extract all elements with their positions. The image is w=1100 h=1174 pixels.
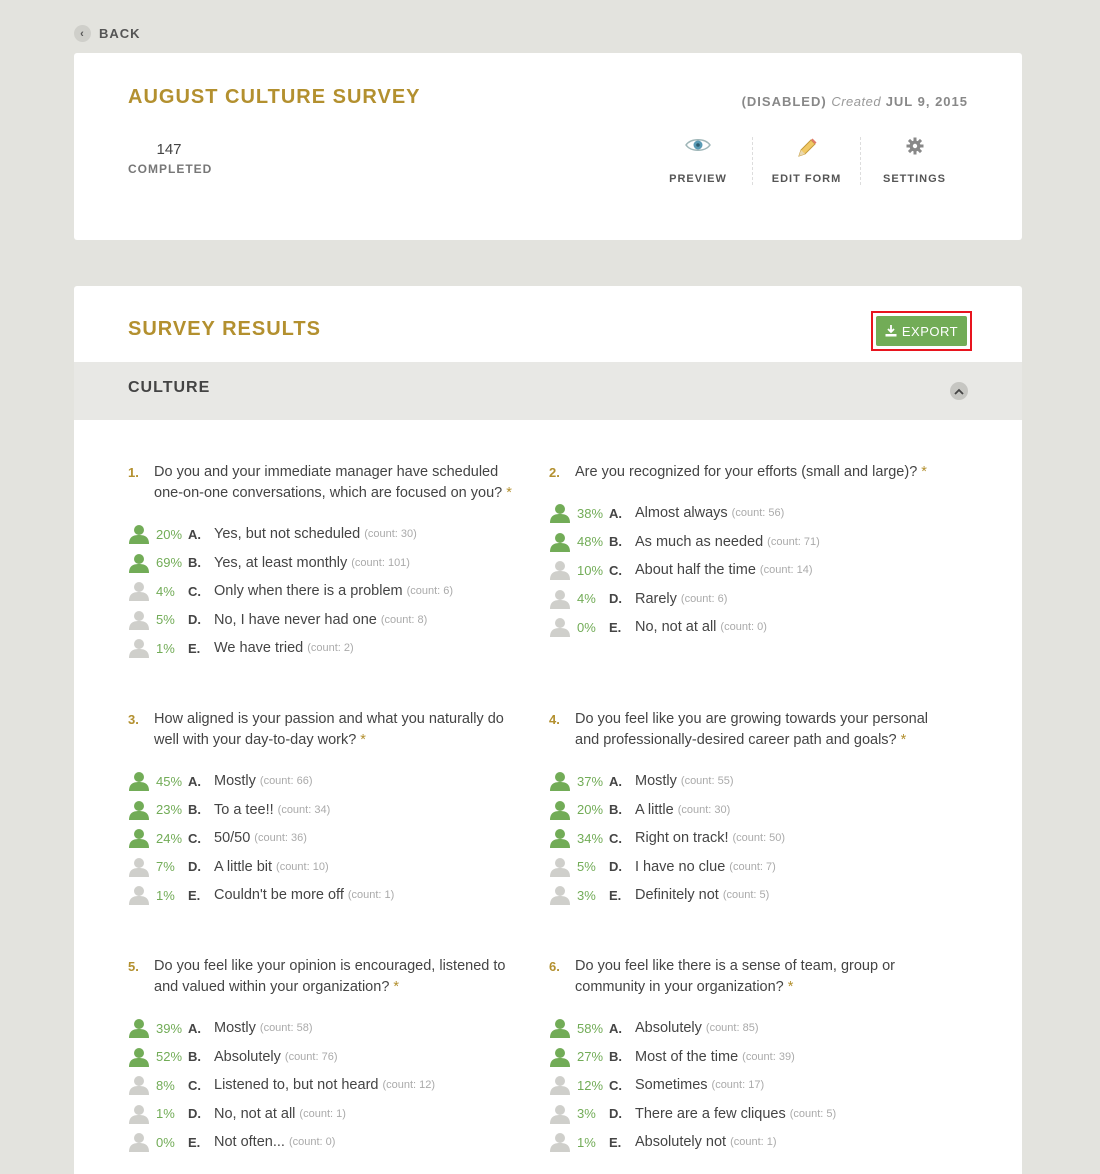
person-icon [549, 771, 571, 791]
person-icon [128, 885, 150, 905]
survey-results-card [74, 286, 1022, 1174]
answer-percent: 4% [577, 591, 596, 607]
answer-row [128, 853, 528, 882]
answer-row [549, 1071, 949, 1100]
answer-count: (count: 5) [722, 889, 770, 902]
answer-percent: 45% [156, 773, 183, 789]
gear-icon [906, 137, 924, 155]
person-icon [549, 1018, 571, 1038]
answer-percent: 27% [577, 1049, 604, 1065]
required-asterisk: * [356, 732, 366, 748]
answer-row [549, 767, 949, 796]
answer-letter: B. [188, 555, 201, 571]
answer-count: (count: 17) [711, 1079, 765, 1092]
answer-text: A little [635, 801, 674, 818]
answer-letter: E. [609, 619, 622, 635]
answer-row [549, 528, 949, 557]
answer-count: (count: 50) [732, 832, 786, 845]
question-text: Are you recognized for your efforts (small and large)? [575, 464, 918, 480]
answer-letter: E. [188, 1134, 201, 1150]
question-header [549, 956, 949, 998]
answer-percent: 39% [156, 1020, 183, 1036]
person-icon [549, 589, 571, 609]
answer-percent: 8% [156, 1077, 175, 1093]
person-icon [549, 1104, 571, 1124]
question-text: How aligned is your passion and what you naturally do well with your day-to-day work? [154, 711, 504, 748]
answer-list [128, 1014, 528, 1157]
answer-text: Couldn't be more off [214, 887, 344, 904]
answer-count: (count: 30) [677, 803, 731, 816]
question-block [128, 462, 528, 663]
section-label: CULTURE [128, 379, 211, 396]
question-number: 4. [549, 712, 560, 727]
answer-letter: C. [188, 1077, 201, 1093]
answer-count: (count: 6) [680, 592, 728, 605]
answer-row [549, 1100, 949, 1129]
answer-letter: D. [609, 591, 622, 607]
answer-letter: A. [609, 505, 622, 521]
question-text-wrap [154, 462, 528, 504]
answer-percent: 38% [577, 505, 604, 521]
answer-row [549, 613, 949, 642]
answer-text: Listened to, but not heard [214, 1077, 379, 1094]
answer-list [128, 520, 528, 663]
question-number: 5. [128, 959, 139, 974]
question-header [128, 709, 528, 751]
answer-percent: 69% [156, 555, 183, 571]
answer-letter: B. [609, 534, 622, 550]
export-label: EXPORT [901, 323, 959, 339]
answer-percent: 48% [577, 534, 604, 550]
answer-text: Right on track! [635, 830, 729, 847]
answer-row [128, 1014, 528, 1043]
answer-letter: E. [188, 640, 201, 656]
answer-row [128, 1128, 528, 1157]
answer-letter: E. [609, 887, 622, 903]
answer-row [128, 606, 528, 635]
question-text: Do you feel like your opinion is encouraged, listened to and valued within your organization? [154, 958, 506, 995]
answer-percent: 23% [156, 802, 183, 818]
question-text: Do you feel like there is a sense of team, group or community in your organization? [575, 958, 895, 995]
answer-count: (count: 12) [382, 1079, 436, 1092]
required-asterisk: * [502, 485, 512, 501]
answer-count: (count: 7) [729, 860, 776, 873]
answer-count: (count: 58) [259, 1022, 313, 1035]
answer-count: (count: 85) [705, 1022, 759, 1035]
person-icon [128, 1047, 150, 1067]
survey-title: AUGUST CULTURE SURVEY [128, 86, 421, 108]
answer-text: 50/50 [214, 830, 251, 847]
answer-percent: 3% [577, 1106, 596, 1122]
answer-count: (count: 0) [288, 1136, 336, 1149]
answer-letter: E. [609, 1134, 622, 1150]
answer-count: (count: 1) [730, 1136, 777, 1149]
answer-row [128, 577, 528, 606]
survey-header-card [74, 53, 1022, 240]
answer-letter: A. [609, 1020, 622, 1036]
answer-letter: D. [188, 612, 201, 628]
download-icon [885, 325, 897, 337]
person-icon [549, 800, 571, 820]
answer-row [128, 549, 528, 578]
answer-percent: 4% [156, 583, 175, 599]
answer-text: As much as needed [635, 533, 764, 550]
answer-text: Yes, at least monthly [214, 554, 348, 571]
answer-row [549, 585, 949, 614]
answer-percent: 5% [577, 859, 596, 875]
settings-button[interactable] [860, 137, 968, 185]
export-button[interactable] [876, 316, 967, 346]
answer-row [549, 824, 949, 853]
question-text: Do you and your immediate manager have scheduled one-on-one conversations, which are focused on you? [154, 464, 503, 501]
person-icon [128, 610, 150, 630]
answer-text: No, not at all [214, 1105, 296, 1122]
answer-letter: C. [609, 1077, 622, 1093]
question-block [549, 709, 949, 910]
answer-count: (count: 71) [767, 535, 820, 548]
person-icon [549, 1075, 571, 1095]
person-icon [128, 771, 150, 791]
person-icon [549, 617, 571, 637]
answer-row [549, 499, 949, 528]
answer-list [549, 499, 949, 642]
answer-count: (count: 101) [351, 556, 410, 569]
results-title: SURVEY RESULTS [128, 318, 321, 340]
answer-letter: D. [188, 859, 201, 875]
answer-text: A little bit [214, 858, 273, 875]
person-icon [128, 553, 150, 573]
completed-count: 147 [156, 141, 182, 158]
answer-count: (count: 30) [364, 528, 417, 541]
question-text-wrap [575, 709, 949, 751]
answer-text: To a tee!! [214, 801, 274, 818]
section-header[interactable] [74, 362, 1022, 420]
person-icon [128, 638, 150, 658]
person-icon [549, 532, 571, 552]
answer-letter: D. [188, 1106, 201, 1122]
required-asterisk: * [917, 464, 927, 480]
edit-form-button[interactable] [752, 137, 860, 185]
back-label: BACK [99, 26, 141, 41]
question-text-wrap [575, 462, 949, 483]
answer-row [549, 881, 949, 910]
answer-percent: 37% [577, 773, 604, 789]
answer-percent: 3% [577, 887, 596, 903]
answer-row [549, 796, 949, 825]
person-icon [128, 1075, 150, 1095]
person-icon [549, 857, 571, 877]
answer-row [128, 1100, 528, 1129]
answer-percent: 34% [577, 830, 604, 846]
person-icon [128, 800, 150, 820]
completed-label: COMPLETED [128, 162, 213, 176]
required-asterisk: * [896, 732, 907, 748]
answer-percent: 12% [577, 1077, 604, 1093]
answer-list [549, 767, 949, 910]
answer-row [128, 520, 528, 549]
answer-letter: A. [188, 526, 201, 542]
required-asterisk: * [389, 979, 400, 995]
person-icon [549, 885, 571, 905]
settings-label: SETTINGS [882, 173, 946, 185]
answer-letter: A. [188, 773, 201, 789]
back-button[interactable] [74, 25, 141, 42]
answer-count: (count: 0) [720, 621, 767, 634]
survey-actions [644, 137, 968, 185]
answer-letter: C. [609, 562, 622, 578]
answer-count: (count: 2) [307, 642, 354, 655]
answer-row [128, 824, 528, 853]
pencil-icon [796, 137, 818, 159]
answer-percent: 1% [156, 887, 175, 903]
person-icon [549, 503, 571, 523]
answer-row [128, 1043, 528, 1072]
answer-count: (count: 6) [406, 585, 454, 598]
answer-text: Absolutely [635, 1020, 702, 1037]
question-block [128, 956, 528, 1157]
answer-text: Only when there is a problem [214, 583, 403, 600]
answer-percent: 10% [577, 562, 604, 578]
answer-text: No, not at all [635, 619, 717, 636]
completed-stat [128, 141, 213, 176]
answer-letter: B. [188, 802, 201, 818]
answer-count: (count: 56) [731, 507, 785, 520]
answer-row [549, 1014, 949, 1043]
answer-letter: B. [609, 1049, 622, 1065]
answer-letter: E. [188, 887, 201, 903]
answer-list [128, 767, 528, 910]
created-date: JUL 9, 2015 [885, 94, 968, 109]
answer-count: (count: 14) [759, 564, 813, 577]
answer-letter: C. [609, 830, 622, 846]
answer-letter: B. [188, 1049, 201, 1065]
edit-form-label: EDIT FORM [771, 173, 842, 185]
answer-row [549, 1043, 949, 1072]
answer-percent: 24% [156, 830, 183, 846]
question-text: Do you feel like you are growing towards your personal and professionally-desired career path and goals? [575, 711, 929, 748]
answer-percent: 5% [156, 612, 175, 628]
question-header [128, 956, 528, 998]
answer-row [549, 1128, 949, 1157]
answer-letter: C. [188, 830, 201, 846]
answer-count: (count: 8) [380, 613, 428, 626]
answer-text: Mostly [214, 1020, 256, 1037]
answer-percent: 1% [577, 1134, 596, 1150]
question-header [549, 709, 949, 751]
answer-percent: 7% [156, 859, 175, 875]
answer-text: Mostly [214, 773, 256, 790]
preview-label: PREVIEW [669, 173, 727, 185]
disabled-badge: (DISABLED) [741, 94, 827, 109]
person-icon [128, 1018, 150, 1038]
answer-row [128, 1071, 528, 1100]
answer-text: I have no clue [635, 858, 726, 875]
created-label: Created [831, 94, 882, 109]
answer-text: Yes, but not scheduled [214, 526, 361, 543]
person-icon [549, 1047, 571, 1067]
answer-count: (count: 76) [284, 1050, 338, 1063]
chevron-up-icon[interactable] [950, 382, 968, 400]
answer-letter: A. [188, 1020, 201, 1036]
person-icon [549, 828, 571, 848]
answer-row [128, 796, 528, 825]
answer-text: We have tried [214, 640, 304, 657]
answer-text: There are a few cliques [635, 1105, 786, 1122]
answer-row [549, 556, 949, 585]
answer-percent: 1% [156, 640, 175, 656]
export-highlight [871, 311, 972, 351]
question-text-wrap [154, 709, 528, 751]
answer-text: Definitely not [635, 887, 719, 904]
answer-count: (count: 36) [254, 832, 307, 845]
question-number: 6. [549, 959, 560, 974]
person-icon [128, 1132, 150, 1152]
answer-letter: B. [609, 802, 622, 818]
person-icon [128, 524, 150, 544]
question-block [549, 956, 949, 1157]
answer-percent: 1% [156, 1106, 175, 1122]
person-icon [128, 857, 150, 877]
answer-percent: 20% [577, 802, 604, 818]
answer-row [128, 634, 528, 663]
answer-count: (count: 39) [742, 1050, 795, 1063]
answer-text: Most of the time [635, 1048, 739, 1065]
answer-text: No, I have never had one [214, 611, 377, 628]
answer-count: (count: 66) [259, 775, 313, 788]
answer-count: (count: 34) [277, 803, 331, 816]
survey-status [742, 94, 968, 109]
person-icon [128, 1104, 150, 1124]
chevron-left-icon: ‹ [74, 25, 91, 42]
question-number: 2. [549, 465, 560, 480]
answer-text: Almost always [635, 505, 728, 522]
answer-count: (count: 55) [680, 775, 734, 788]
question-number: 1. [128, 465, 139, 480]
answer-percent: 0% [156, 1134, 175, 1150]
question-block [549, 462, 949, 642]
answer-percent: 20% [156, 526, 183, 542]
preview-button[interactable] [644, 137, 752, 185]
answer-text: Not often... [214, 1134, 285, 1151]
answer-text: Absolutely not [635, 1134, 727, 1151]
answer-text: Mostly [635, 773, 677, 790]
answer-letter: A. [609, 773, 622, 789]
answer-row [549, 853, 949, 882]
question-text-wrap [154, 956, 528, 998]
answer-text: About half the time [635, 562, 756, 579]
answer-count: (count: 5) [789, 1107, 837, 1120]
question-header [128, 462, 528, 504]
question-header [549, 462, 949, 483]
answer-percent: 58% [577, 1020, 604, 1036]
answer-letter: C. [188, 583, 201, 599]
answer-percent: 52% [156, 1049, 183, 1065]
answer-letter: D. [609, 1106, 622, 1122]
question-number: 3. [128, 712, 139, 727]
answer-row [128, 767, 528, 796]
eye-icon [685, 137, 711, 153]
person-icon [549, 560, 571, 580]
answer-list [549, 1014, 949, 1157]
question-block [128, 709, 528, 910]
answer-text: Rarely [635, 590, 677, 607]
answer-percent: 0% [577, 619, 596, 635]
answer-count: (count: 1) [299, 1107, 346, 1120]
answer-count: (count: 10) [276, 860, 329, 873]
answer-letter: D. [609, 859, 622, 875]
person-icon [549, 1132, 571, 1152]
person-icon [128, 828, 150, 848]
question-text-wrap [575, 956, 949, 998]
answer-row [128, 881, 528, 910]
answer-text: Absolutely [214, 1048, 281, 1065]
answer-text: Sometimes [635, 1077, 708, 1094]
answer-count: (count: 1) [347, 889, 395, 902]
required-asterisk: * [783, 979, 794, 995]
person-icon [128, 581, 150, 601]
